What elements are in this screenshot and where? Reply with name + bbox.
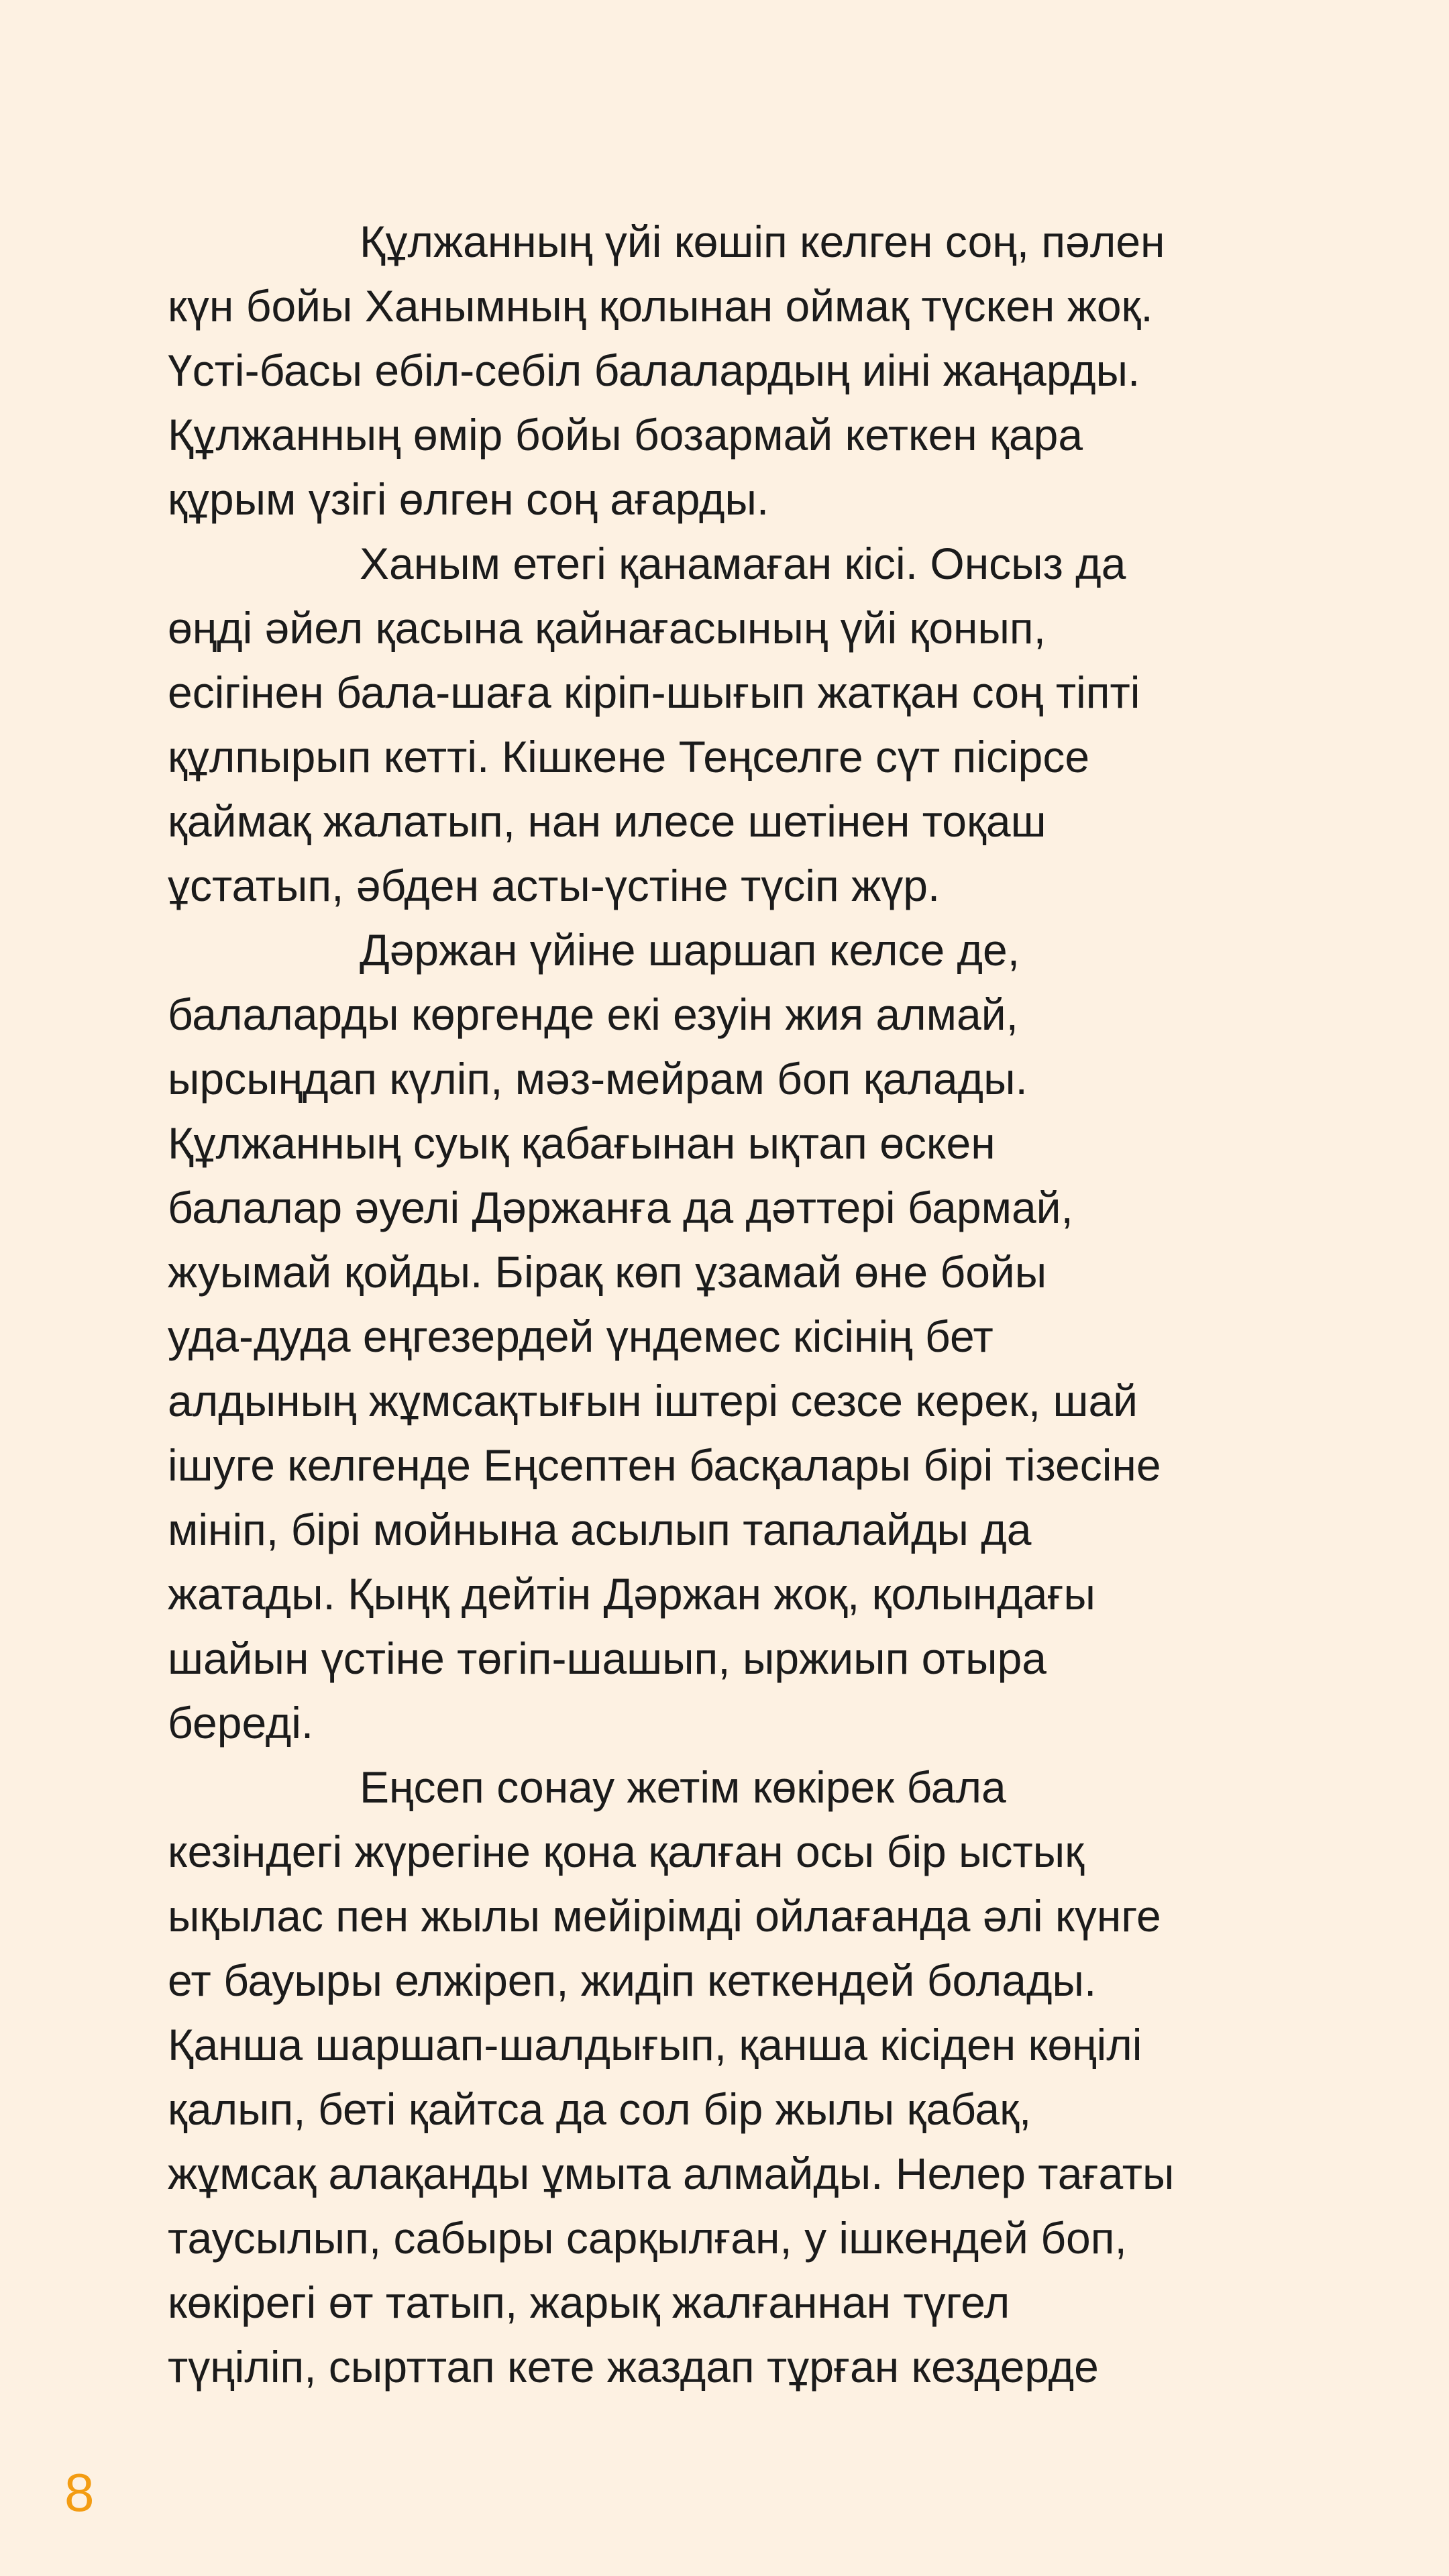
text-line: ішуге келгенде Еңсептен басқалары бірі тізесіне — [168, 1440, 1161, 1490]
text-line: ұстатып, әбден асты-үстіне түсіп жүр. — [168, 861, 941, 910]
text-line: Дәржан үйіне шаршап келсе де, — [360, 925, 1020, 975]
book-page-text — [168, 209, 1348, 2399]
text-line: ықылас пен жылы мейірімді ойлағанда әлі күнге — [168, 1891, 1161, 1941]
text-line: уда-дуда еңгезердей үндемес кісінің бет — [168, 1311, 994, 1361]
text-line: күн бойы Ханымның қолынан оймақ түскен жоқ. — [168, 281, 1153, 331]
text-line: көкірегі өт татып, жарық жалғаннан түгел — [168, 2277, 1010, 2327]
text-line: Үсті-басы ебіл-себіл балалардың иіні жаңарды. — [168, 345, 1140, 395]
text-line: алдының жұмсақтығын іштері сезсе керек, шай — [168, 1376, 1138, 1426]
text-line: есігінен бала-шаға кіріп-шығып жатқан соң тіпті — [168, 667, 1140, 717]
text-line: ет бауыры елжіреп, жидіп кеткендей болады. — [168, 1955, 1097, 2005]
text-line: жұмсақ алақанды ұмыта алмайды. Нелер тағаты — [168, 2149, 1175, 2198]
text-line: Ханым етегі қанамаған кісі. Онсыз да — [360, 539, 1126, 588]
text-line: балаларды көргенде екі езуін жия алмай, — [168, 989, 1018, 1039]
text-line: жатады. Қыңқ дейтін Дәржан жоқ, қолындағы — [168, 1569, 1095, 1619]
text-line: Құлжанның суық қабағынан ықтап өскен — [168, 1118, 996, 1168]
text-line: кезіндегі жүрегіне қона қалған осы бір ыстық — [168, 1827, 1085, 1876]
text-line: құрым үзігі өлген соң ағарды. — [168, 474, 769, 524]
text-line: таусылып, сабыры сарқылған, у ішкендей боп, — [168, 2213, 1127, 2263]
text-line: жуымай қойды. Бірақ көп ұзамай өне бойы — [168, 1247, 1047, 1297]
text-line: береді. — [168, 1698, 314, 1748]
text-line: балалар әуелі Дәржанға да дәттері бармай, — [168, 1183, 1073, 1232]
text-line: Еңсеп сонау жетім көкірек бала — [360, 1762, 1006, 1812]
text-line: қаймақ жалатып, нан илесе шетінен тоқаш — [168, 796, 1046, 846]
text-line: Қанша шаршап-шалдығып, қанша кісіден көңілі — [168, 2020, 1142, 2070]
text-line: ырсыңдап күліп, мәз-мейрам боп қалады. — [168, 1054, 1028, 1104]
text-line: мініп, бірі мойнына асылып тапалайды да — [168, 1505, 1032, 1554]
text-line: шайын үстіне төгіп-шашып, ыржиып отыра — [168, 1633, 1046, 1683]
text-line: құлпырып кетті. Кішкене Теңселге сүт пісірсе — [168, 732, 1090, 782]
text-line: Құлжанның үйі көшіп келген соң, пәлен — [360, 217, 1165, 266]
text-line: түңіліп, сырттап кете жаздап тұрған кездерде — [168, 2342, 1099, 2392]
text-line: қалып, беті қайтса да сол бір жылы қабақ, — [168, 2084, 1032, 2134]
page-number: 8 — [64, 2463, 95, 2522]
text-line: өңді әйел қасына қайнағасының үйі қонып, — [168, 603, 1046, 653]
text-line: Құлжанның өмір бойы бозармай кеткен қара — [168, 410, 1083, 460]
